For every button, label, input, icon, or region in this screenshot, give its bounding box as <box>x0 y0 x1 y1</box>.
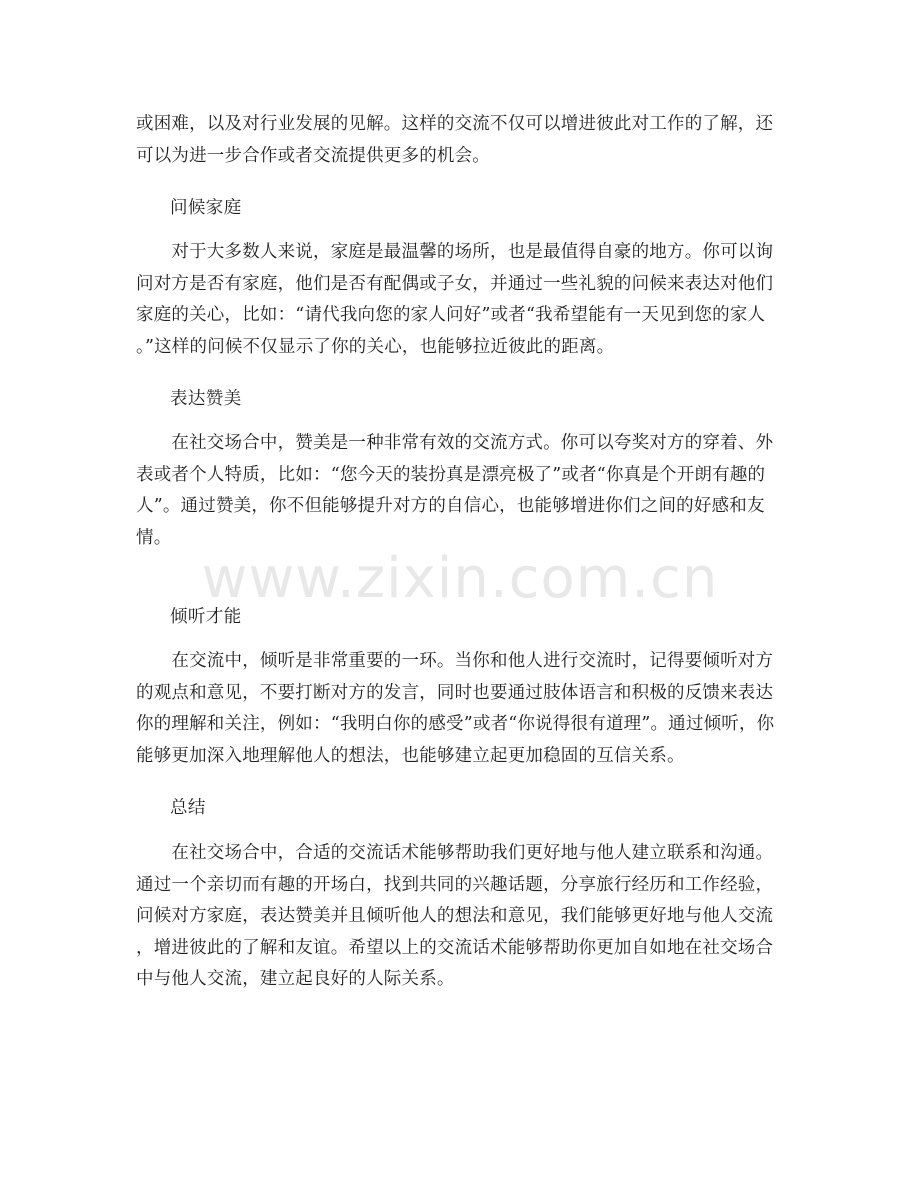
paragraph-line: 问候对方家庭，表达赞美并且倾听他人的想法和意见，我们能够更好地与他人交流 <box>136 906 774 926</box>
paragraph-line: 家庭的关心，比如：“请代我向您的家人问好”或者“我希望能有一天见到您的家人 <box>136 305 766 325</box>
paragraph-line: 表或者个人特质，比如：“您今天的装扮真是漂亮极了”或者“你真是个开朗有趣的 <box>136 464 766 485</box>
paragraph-line: 通过一个亲切而有趣的开场白，找到共同的兴趣话题，分享旅行经历和工作经验， <box>136 874 774 895</box>
paragraph-summary <box>136 838 786 996</box>
paragraph-line: 对于大多数人来说，家庭是最温馨的场所，也是最值得自豪的地方。你可以询 <box>136 242 774 262</box>
paragraph-line: 能够更加深入地理解他人的想法，也能够建立起更加稳固的互信关系。 <box>136 745 685 766</box>
paragraph-line: 你的理解和关注，例如：“我明白你的感受”或者“你说得很有道理”。通过倾听，你 <box>136 714 775 734</box>
paragraph-line: 可以为进一步合作或者交流提供更多的机会。 <box>136 145 490 166</box>
paragraph-listening <box>136 646 786 772</box>
paragraph-line: 在社交场合中，合适的交流话术能够帮助我们更好地与他人建立联系和沟通。 <box>136 843 774 863</box>
paragraph-line: 在交流中，倾听是非常重要的一环。当你和他人进行交流时，记得要倾听对方 <box>136 651 774 671</box>
paragraph-praise <box>136 428 786 554</box>
paragraph-line: 。”这样的问候不仅显示了你的关心，也能够拉近彼此的距离。 <box>136 336 615 357</box>
paragraph-line: ，增进彼此的了解和友谊。希望以上的交流话术能够帮助你更加自如地在社交场合 <box>136 937 774 958</box>
section-heading-family: 问候家庭 <box>170 198 242 218</box>
paragraph-family <box>136 237 786 363</box>
paragraph-work-exchange <box>136 109 786 172</box>
paragraph-line: 情。 <box>136 527 172 548</box>
section-heading-listening: 倾听才能 <box>170 607 242 627</box>
watermark: www.zixin.com.cn <box>201 546 719 611</box>
paragraph-line: 问对方是否有家庭，他们是否有配偶或子女，并通过一些礼貌的问候来表达对他们 <box>136 273 774 294</box>
section-heading-praise: 表达赞美 <box>170 389 242 409</box>
paragraph-line: 在社交场合中，赞美是一种非常有效的交流方式。你可以夸奖对方的穿着、外 <box>136 433 774 453</box>
paragraph-line: 或困难，以及对行业发展的见解。这样的交流不仅可以增进彼此对工作的了解，还 <box>136 114 774 134</box>
section-heading-summary: 总结 <box>170 798 206 818</box>
paragraph-line: 的观点和意见，不要打断对方的发言，同时也要通过肢体语言和积极的反馈来表达 <box>136 682 774 703</box>
paragraph-line: 人”。通过赞美，你不但能够提升对方的自信心，也能够增进你们之间的好感和友 <box>136 496 765 516</box>
paragraph-line: 中与他人交流，建立起良好的人际关系。 <box>136 969 455 989</box>
